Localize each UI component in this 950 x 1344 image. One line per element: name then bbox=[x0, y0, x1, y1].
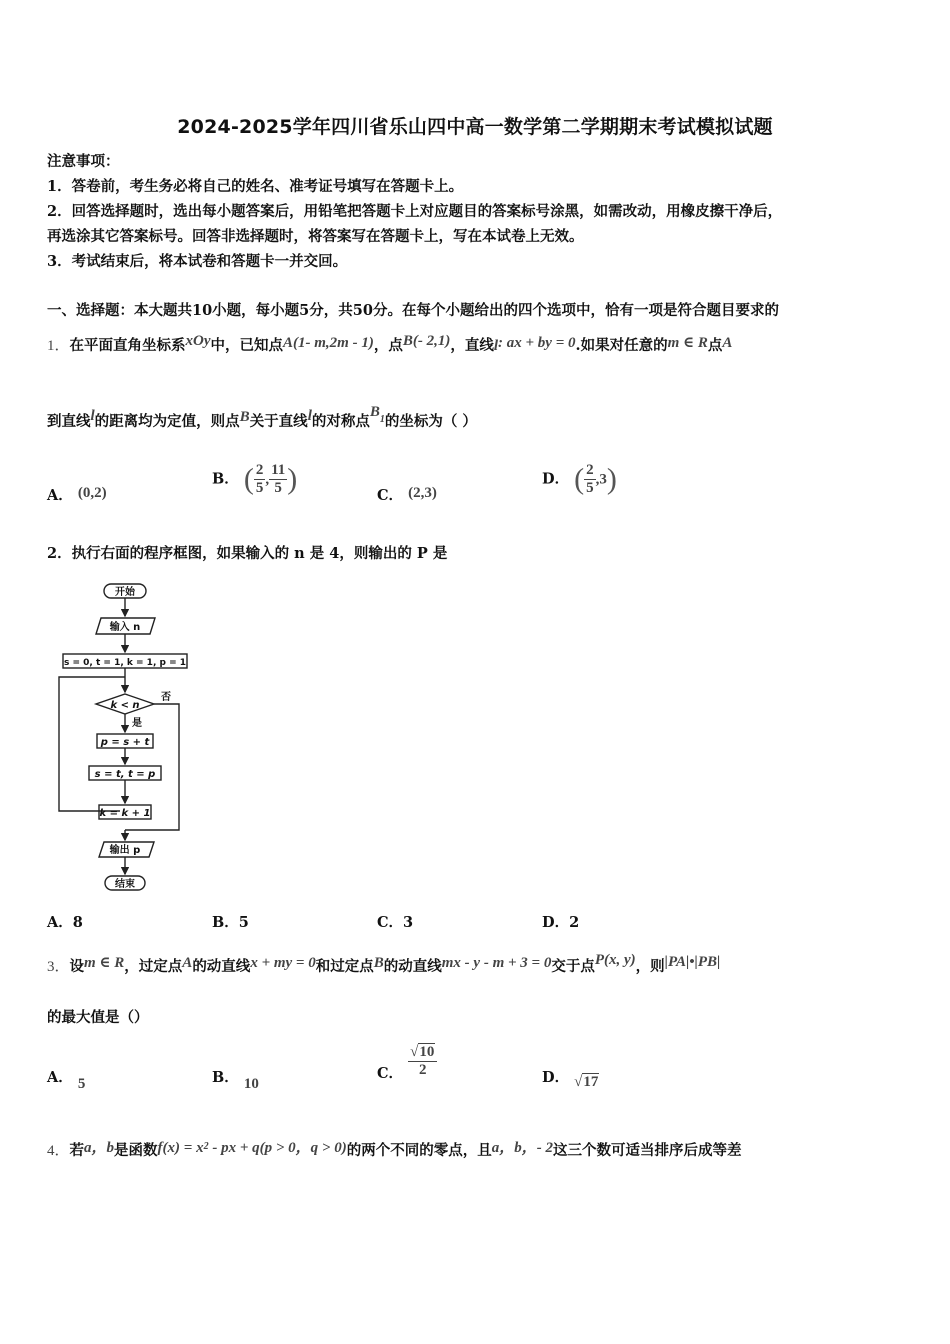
q1-math: A(1- m,2m - 1) bbox=[283, 335, 374, 351]
q2-option-d[interactable]: D．2 bbox=[542, 914, 580, 931]
q4-math: 2 bbox=[203, 1141, 209, 1152]
q3-math: |PA|•|PB| bbox=[664, 954, 721, 970]
paren-left: ( bbox=[243, 462, 254, 496]
q3-math: B bbox=[373, 955, 384, 971]
flow-yes-label: 是 bbox=[132, 718, 142, 729]
q3-line-2: 的最大值是（） bbox=[47, 1009, 149, 1026]
q3-math: A bbox=[182, 955, 193, 971]
q3-option-b[interactable] bbox=[212, 1066, 259, 1092]
q4-math: a，b，- 2 bbox=[491, 1139, 553, 1156]
flow-no-label: 否 bbox=[161, 692, 171, 703]
option-value: (0,2) bbox=[77, 485, 107, 501]
q1-math: m ∈ R bbox=[667, 335, 708, 351]
q4-math: a，b bbox=[84, 1139, 115, 1156]
flow-input-label: 输入 n bbox=[109, 622, 141, 633]
q4-line-1 bbox=[47, 1137, 741, 1161]
q3-text: 设 bbox=[69, 958, 85, 975]
notice-item-2-cont: 再选涂其它答案标号。回答非选择题时，将答案写在答题卡上，写在本试卷上无效。 bbox=[47, 228, 584, 245]
exam-title: 2024-2025学年四川省乐山四中高一数学第二学期期末考试模拟试题 bbox=[177, 116, 773, 138]
q3-text: 的动直线 bbox=[192, 958, 251, 975]
notice-item-2: 2．回答选择题时，选出每小题答案后，用铅笔把答题卡上对应题目的答案标号涂黑，如需改动，用橡皮擦干净后， bbox=[47, 203, 783, 220]
option-value: 10 bbox=[243, 1076, 259, 1092]
q1-math: l bbox=[307, 408, 312, 424]
paren-right: ) bbox=[287, 462, 298, 496]
flow-output-label: 输出 p bbox=[109, 845, 141, 856]
q3-text: 和过定点 bbox=[315, 958, 374, 975]
q1-option-c[interactable] bbox=[377, 484, 437, 505]
fraction: $\frac{2}{5}$ bbox=[255, 462, 264, 496]
option-label: B． bbox=[212, 470, 239, 488]
q1-text: .如果对任意的 bbox=[575, 337, 668, 354]
option-value: 5 bbox=[77, 1076, 86, 1092]
q1-math: l bbox=[493, 338, 499, 354]
q3-option-d[interactable] bbox=[542, 1066, 599, 1090]
q3-number: 3． bbox=[47, 959, 70, 975]
q4-text: 这三个数可适当排序后成等差 bbox=[552, 1141, 742, 1159]
flow-init-label: s = 0, t = 1, k = 1, p = 1 bbox=[63, 658, 187, 668]
paren-left: ( bbox=[574, 462, 585, 496]
option-label: A． bbox=[47, 1069, 73, 1086]
q3-math: m ∈ R bbox=[84, 955, 125, 971]
q3-math: x + my = 0 bbox=[250, 955, 316, 971]
q1-text: ，点 bbox=[373, 337, 403, 354]
q1-line-2 bbox=[47, 404, 477, 438]
q2-option-b[interactable]: B．5 bbox=[212, 914, 249, 931]
q3-math: mx - y - m + 3 = 0 bbox=[441, 955, 552, 971]
q1-text: 的距离均为定值，则点 bbox=[94, 413, 240, 430]
q1-number: 1． bbox=[47, 338, 70, 354]
flow-start-label: 开始 bbox=[115, 587, 135, 598]
option-label: A． bbox=[47, 487, 73, 504]
flow-cond-label: k < n bbox=[110, 700, 140, 711]
q1-text: 点 bbox=[707, 337, 723, 354]
q1-text: 关于直线 bbox=[249, 413, 308, 430]
q1-math: l bbox=[90, 408, 95, 424]
q3-text: 交于点 bbox=[551, 958, 595, 975]
q1-text: 中，已知点 bbox=[210, 337, 284, 354]
q2-option-a[interactable]: A．8 bbox=[47, 914, 83, 931]
q3-text: ，则 bbox=[635, 958, 665, 975]
q1-math: : ax + by = 0 bbox=[498, 335, 576, 351]
q1-math: B bbox=[239, 409, 250, 425]
q1-math: B bbox=[369, 404, 380, 420]
fraction: $\frac{11}{5}$ bbox=[271, 462, 286, 496]
q3-option-a[interactable] bbox=[47, 1066, 86, 1092]
q1-text: 在平面直角坐标系 bbox=[69, 337, 186, 354]
q4-number: 4． bbox=[47, 1142, 70, 1159]
q4-math: f(x) = x bbox=[157, 1139, 204, 1156]
q4-text: 的两个不同的零点，且 bbox=[346, 1141, 492, 1159]
q2-option-c[interactable]: C．3 bbox=[377, 914, 414, 931]
q3-option-c[interactable] bbox=[377, 1044, 437, 1082]
option-value: (2,3) bbox=[408, 485, 437, 501]
flow-step2-label: s = t, t = p bbox=[94, 769, 156, 780]
q1-text: 的对称点 bbox=[311, 413, 370, 430]
flow-end-label: 结束 bbox=[115, 879, 135, 890]
q1-text: ，直线 bbox=[450, 337, 494, 354]
q2-text: 2．执行右面的程序框图，如果输入的 n 是 4，则输出的 P 是 bbox=[47, 545, 448, 562]
flowchart bbox=[55, 578, 205, 894]
flow-step1-label: p = s + t bbox=[100, 737, 150, 748]
q1-line-1 bbox=[47, 333, 733, 356]
q4-text: 是函数 bbox=[114, 1141, 158, 1159]
option-label: C． bbox=[377, 1064, 404, 1082]
flow-step3-label: k = k + 1 bbox=[99, 808, 151, 819]
q3-text: ，过定点 bbox=[124, 958, 183, 975]
q1-option-b[interactable]: B． ( $\frac{2}{5}$ , $\frac{11}{5}$ ) bbox=[212, 462, 298, 496]
q3-math: P(x, y) bbox=[594, 952, 636, 968]
q3-line-1 bbox=[47, 952, 721, 977]
q1-option-d[interactable]: D． ( $\frac{2}{5}$ ,3) bbox=[542, 462, 617, 496]
option-value: 17 bbox=[583, 1074, 599, 1090]
notice-heading: 注意事项： bbox=[47, 153, 120, 170]
q1-math: xOy bbox=[185, 333, 211, 349]
sqrt-icon: √ bbox=[574, 1074, 583, 1090]
option-label: D． bbox=[542, 470, 570, 488]
q1-math: A bbox=[722, 335, 733, 351]
notice-item-1: 1．答卷前，考生务必将自己的姓名、准考证号填写在答题卡上。 bbox=[47, 178, 464, 195]
q1-text: 到直线 bbox=[47, 413, 91, 430]
q1-math: B(- 2,1) bbox=[402, 333, 451, 349]
fraction: $\frac{√10}{2}$ bbox=[408, 1044, 437, 1079]
option-label: D． bbox=[542, 1069, 570, 1086]
option-label: B． bbox=[212, 1069, 239, 1086]
option-label: C． bbox=[377, 487, 404, 504]
q1-math: 1 bbox=[379, 413, 385, 425]
fraction: $\frac{2}{5}$ bbox=[586, 462, 594, 496]
q3-text: 的动直线 bbox=[383, 958, 442, 975]
q1-text: 的坐标为（ ） bbox=[384, 413, 477, 430]
q4-math: - px + q(p > 0，q > 0) bbox=[208, 1139, 347, 1156]
q4-text: 若 bbox=[69, 1141, 85, 1159]
paren-right: ) bbox=[606, 462, 617, 496]
section-heading: 一、选择题：本大题共10小题，每小题5分，共50分。在每个小题给出的四个选项中，恰有一项是符合题目要求的 bbox=[47, 302, 779, 319]
notice-item-3: 3．考试结束后，将本试卷和答题卡一并交回。 bbox=[47, 253, 348, 270]
q1-option-a[interactable] bbox=[47, 484, 107, 505]
